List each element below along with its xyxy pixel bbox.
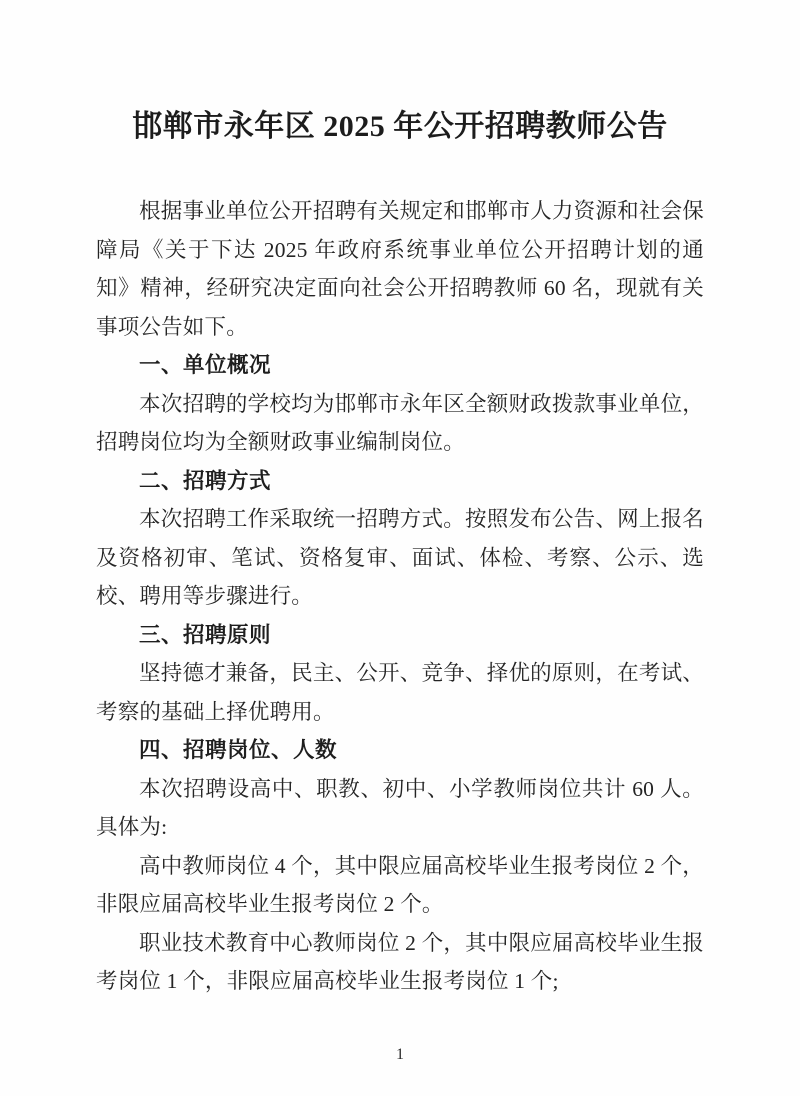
section-heading-1: 一、单位概况 — [139, 353, 272, 377]
paragraph-unit-overview: 本次招聘的学校均为邯郸市永年区全额财政拨款事业单位，招聘岗位均为全额财政事业编制岗位。 — [96, 391, 704, 454]
section-heading-3: 三、招聘原则 — [139, 622, 272, 647]
paragraph-highschool-positions: 高中教师岗位 4 个，其中限应届高校毕业生报考岗位 2 个，非限应届高校毕业生报考岗位 2 个。 — [96, 853, 705, 916]
paragraph-vocational-positions: 职业技术教育中心教师岗位 2 个，其中限应届高校毕业生报考岗位 1 个，非限应届高校毕业生报考岗位 1 个; — [96, 930, 704, 993]
section-heading-4: 四、招聘岗位、人数 — [139, 738, 338, 762]
paragraph-recruit-method: 本次招聘工作采取统一招聘方式。按照发布公告、网上报名及资格初审、笔试、资格复审、面试、体检、考察、公示、选校、聘用等步骤进行。 — [96, 507, 704, 608]
document-title: 邯郸市永年区 2025 年公开招聘教师公告 — [132, 110, 668, 143]
paragraph-recruit-principle: 坚持德才兼备，民主、公开、竞争、择优的原则，在考试、考察的基础上择优聘用。 — [96, 661, 704, 724]
paragraph-positions-total: 本次招聘设高中、职教、初中、小学教师岗位共计 60 人。具体为: — [96, 776, 704, 839]
paragraph-intro: 根据事业单位公开招聘有关规定和邯郸市人力资源和社会保障局《关于下达 2025 年政府系统事业单位公开招聘计划的通知》精神，经研究决定面向社会公开招聘教师 60 名，现就有关事项公告如下。 — [96, 199, 704, 339]
page-number: 1 — [396, 1046, 404, 1063]
section-heading-2: 二、招聘方式 — [139, 468, 272, 493]
document-body — [96, 192, 704, 1001]
